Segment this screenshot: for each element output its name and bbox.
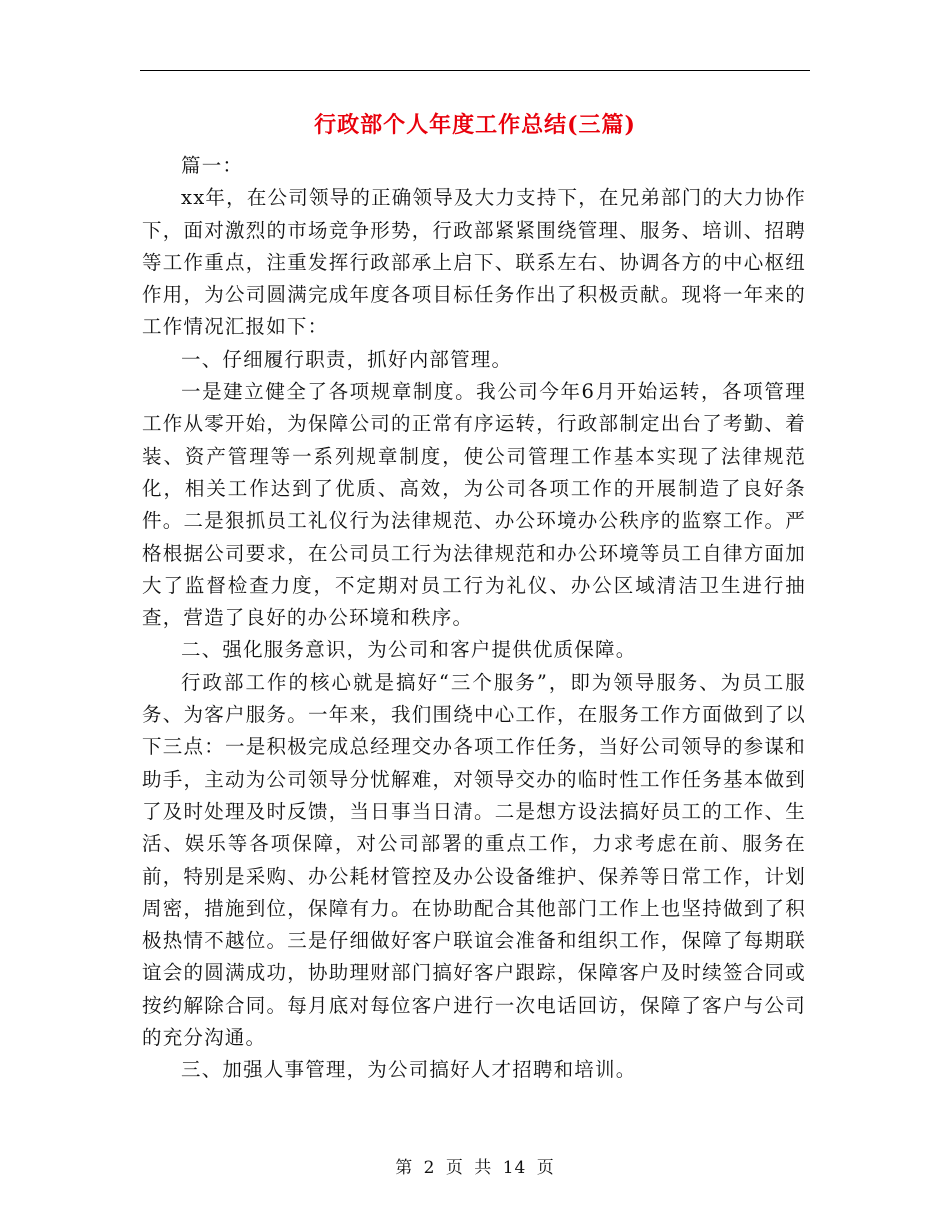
paragraph: 一是建立健全了各项规章制度。我公司今年6月开始运转，各项管理工作从零开始，为保障公司的正常有序运转，行政部制定出台了考勤、着装、资产管理等一系列规章制度，使公司管理工作基本实现了法律规范化，相关工作达到了优质、高效，为公司各项工作的开展制造了良好条件。二是狠抓员工礼仪行为法律规范、办公环境办公秩序的监察工作。严格根据公司要求，在公司员工行为法律规范和办公环境等员工自律方面加大了监督检查力度，不定期对员工行为礼仪、办公区域清洁卫生进行抽查，营造了良好的办公环境和秩序。 — [142, 380, 806, 630]
paragraph: 行政部工作的核心就是搞好“三个服务”，即为领导服务、为员工服务、为客户服务。一年来，我们围绕中心工作，在服务工作方面做到了以下三点：一是积极完成总经理交办各项工作任务，当好公司领导的参谋和助手，主动为公司领导分忧解难，对领导交办的临时性工作任务基本做到了及时处理及时反馈，当日事当日清。二是想方设法搞好员工的工作、生活、娱乐等各项保障，对公司部署的重点工作，力求考虑在前、服务在前，特别是采购、办公耗材管控及办公设备维护、保养等日常工作，计划周密，措施到位，保障有力。在协助配合其他部门工作上也坚持做到了积极热情不越位。三是仔细做好客户联谊会准备和组织工作，保障了每期联谊会的圆满成功，协助理财部门搞好客户跟踪，保障客户及时续签合同或按约解除合同。每月底对每位客户进行一次电话回访，保障了客户与公司的充分沟通。 — [142, 670, 806, 1050]
paragraph: 篇一： — [181, 154, 244, 177]
paragraph: 二、强化服务意识，为公司和客户提供优质保障。 — [181, 638, 637, 662]
paragraph: 三、加强人事管理，为公司搞好人才招聘和培训。 — [181, 1058, 637, 1082]
document-body — [142, 150, 806, 1087]
document-title: 行政部个人年度工作总结(三篇) — [314, 112, 636, 138]
header-rule — [140, 70, 810, 71]
paragraph: 一、仔细履行职责，抓好内部管理。 — [181, 347, 513, 371]
page-number: 第 2 页 共 14 页 — [395, 1158, 555, 1178]
paragraph: xx年，在公司领导的正确领导及大力支持下，在兄弟部门的大力协作下，面对激烈的市场竞争形势，行政部紧紧围绕管理、服务、培训、招聘等工作重点，注重发挥行政部承上启下、联系左右、协调各方的中心枢纽作用，为公司圆满完成年度各项目标任务作出了积极贡献。现将一年来的工作情况汇报如下： — [142, 186, 806, 339]
